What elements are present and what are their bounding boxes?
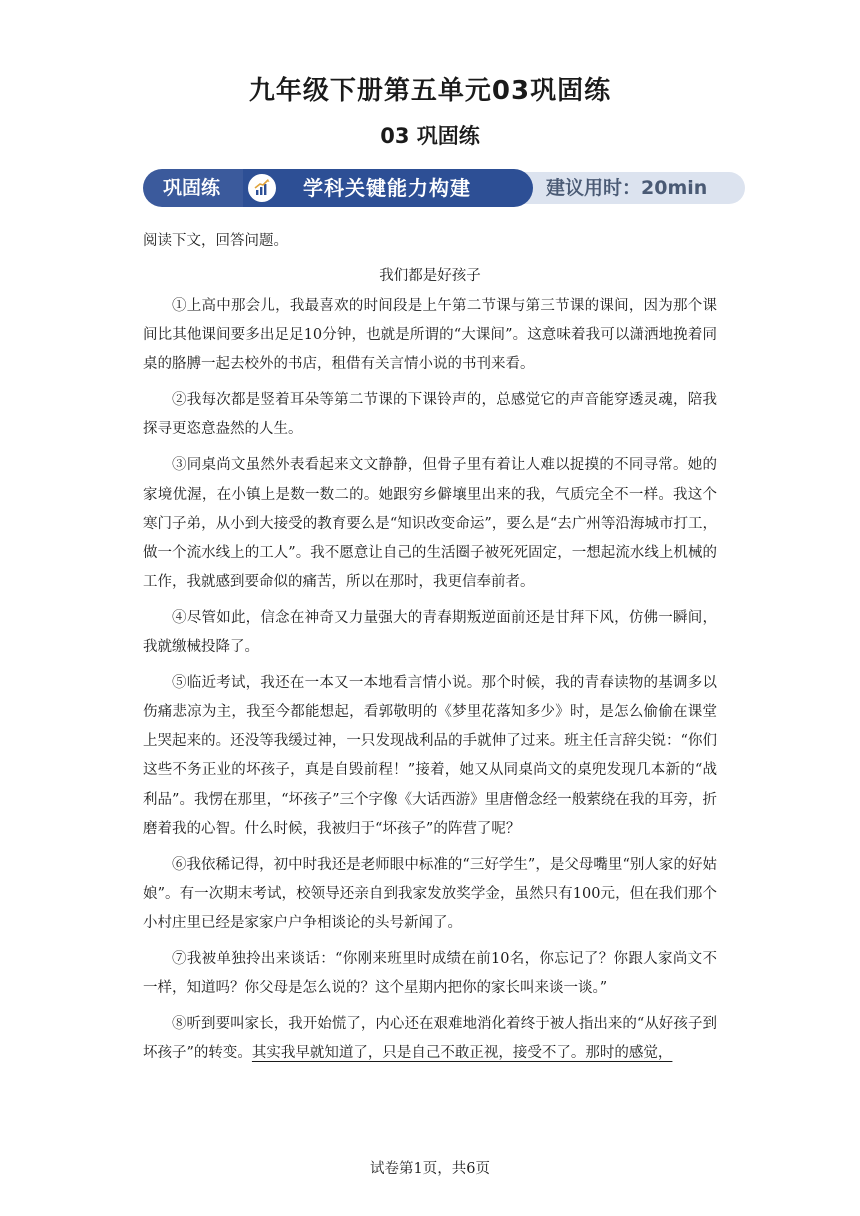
paragraph-8-text: ⑧听到要叫家长，我开始慌了，内心还在艰难地消化着终于被人指出来的“从好孩子到坏孩子”的转变。 bbox=[143, 1016, 717, 1062]
banner-right-label: 建议用时：20min bbox=[546, 177, 708, 199]
paragraph-5: ⑤临近考试，我还在一本又一本地看言情小说。那个时候，我的青春读物的基调多以伤痛悲凉为主，我至今都能想起，看郭敬明的《梦里花落知多少》时，是怎么偷偷在课堂上哭起来的。还没等我缓过神，一只发现战利品的手就伸了过来。班主任言辞尖锐：“你们这些不务正业的坏孩子，真是自毁前程！”接着，她又从同桌尚文的桌兜发现几本新的“战利品”。我愣在那里，“坏孩子”三个字像《大话西游》里唐僧念经一般萦绕在我的耳旁，折磨着我的心智。什么时候，我被归于“坏孩子”的阵营了呢？ bbox=[143, 675, 717, 837]
paragraph-7: ⑦我被单独拎出来谈话：“你刚来班里时成绩在前10名，你忘记了？你跟人家尚文不一样，知道吗？你父母是怎么说的？这个星期内把你的家长叫来谈一谈。” bbox=[143, 950, 717, 997]
chart-growth-icon bbox=[246, 172, 278, 204]
section-banner bbox=[143, 169, 745, 207]
article-body bbox=[143, 292, 717, 1075]
banner-mid-label: 学科关键能力构建 bbox=[303, 176, 471, 200]
paragraph-6: ⑥我依稀记得，初中时我还是老师眼中标准的“三好学生”，是父母嘴里“别人家的好姑娘”。有一次期末考试，校领导还亲自到我家发放奖学金，虽然只有100元，但在我们那个小村庄里已经是家家户户争相谈论的头号新闻了。 bbox=[143, 856, 717, 931]
article-title: 我们都是好孩子 bbox=[379, 268, 481, 284]
underlined-sentence: 其实我早就知道了，只是自己不敢正视，接受不了。那时的感觉， bbox=[251, 1045, 673, 1062]
paragraph-1: ①上高中那会儿，我最喜欢的时间段是上午第二节课与第三节课的课间，因为那个课间比其他课间要多出足足10分钟，也就是所谓的“大课间”。这意味着我可以潇洒地挽着同桌的胳膊一起去校外的书店，租借有关言情小说的书刊来看。 bbox=[143, 298, 717, 373]
page-footer: 试卷第1页，共6页 bbox=[370, 1161, 490, 1177]
banner-left-label: 巩固练 bbox=[163, 177, 221, 199]
paragraph-3: ③同桌尚文虽然外表看起来文文静静，但骨子里有着让人难以捉摸的不同寻常。她的家境优渥，在小镇上是数一数二的。她跟穷乡僻壤里出来的我，气质完全不一样。我这个寒门子弟，从小到大接受的教育要么是“知识改变命运”，要么是“去广州等沿海城市打工，做一个流水线上的工人”。我不愿意让自己的生活圈子被死死固定，一想起流水线上机械的工作，我就感到要命似的痛苦，所以在那时，我更信奉前者。 bbox=[143, 457, 717, 590]
paragraph-8 bbox=[143, 1010, 717, 1068]
instruction-text: 阅读下文，回答问题。 bbox=[143, 233, 288, 249]
page-subtitle: 03 巩固练 bbox=[380, 124, 480, 148]
paragraph-4: ④尽管如此，信念在神奇又力量强大的青春期叛逆面前还是甘拜下风，仿佛一瞬间，我就缴械投降了。 bbox=[143, 609, 717, 656]
paragraph-2: ②我每次都是竖着耳朵等第二节课的下课铃声的，总感觉它的声音能穿透灵魂，陪我探寻更恣意盎然的人生。 bbox=[143, 392, 717, 438]
page-title: 九年级下册第五单元03巩固练 bbox=[248, 76, 612, 106]
